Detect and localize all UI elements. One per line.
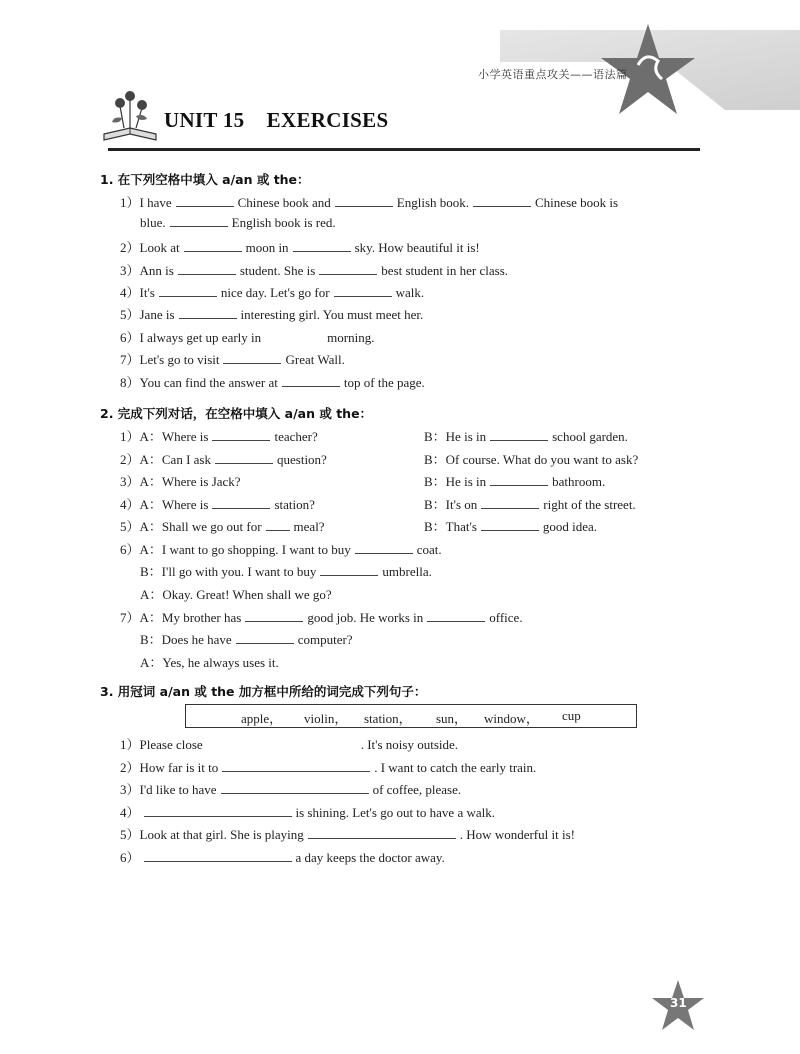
exercise-1-1-line2: blue. English book is red. <box>140 215 336 230</box>
answer-blank[interactable] <box>282 375 340 387</box>
exercise-3-2: 2）How far is it to . I want to catch the early train. <box>120 760 537 775</box>
answer-blank[interactable] <box>212 429 270 441</box>
dialogue-3-a: 3）A：Where is Jack? <box>120 474 241 489</box>
exercise-3-4: 4） is shining. Let's go out to have a walk. <box>120 805 495 820</box>
answer-blank[interactable] <box>473 195 531 207</box>
answer-blank[interactable] <box>215 452 273 464</box>
exercise-3-6: 6） a day keeps the doctor away. <box>120 850 445 865</box>
answer-blank[interactable] <box>223 352 281 364</box>
dialogue-2-a: 2）A：Can I ask question? <box>120 452 327 467</box>
word-sun: sun， <box>436 711 468 726</box>
answer-blank[interactable] <box>236 632 294 644</box>
answer-blank[interactable] <box>144 805 292 817</box>
answer-blank[interactable] <box>427 610 485 622</box>
word-violin: violin， <box>304 711 348 726</box>
answer-blank[interactable] <box>481 497 539 509</box>
answer-blank[interactable] <box>490 429 548 441</box>
dialogue-1-b: B：He is in school garden. <box>424 429 628 444</box>
dialogue-4-a: 4）A：Where is station? <box>120 497 315 512</box>
answer-blank[interactable] <box>355 542 413 554</box>
dialogue-6-a2: A：Okay. Great! When shall we go? <box>140 587 332 602</box>
dialogue-7-b: B：Does he have computer? <box>140 632 353 647</box>
answer-blank[interactable] <box>265 330 323 342</box>
page-number: 31 <box>670 996 687 1010</box>
dialogue-5-b: B：That's good idea. <box>424 519 598 534</box>
answer-blank[interactable] <box>490 474 548 486</box>
dialogue-2-b: B：Of course. What do you want to ask? <box>424 452 639 467</box>
exercise-1-1-line1: 1）I have Chinese book and English book. Chinese book is <box>120 195 619 210</box>
series-title: 小学英语重点攻关——语法篇 <box>478 68 628 81</box>
exercise-3-1: 1）Please close . It's noisy outside. <box>120 737 459 752</box>
exercise-1-4: 4）It's nice day. Let's go for walk. <box>120 285 425 300</box>
answer-blank[interactable] <box>222 760 370 772</box>
answer-blank[interactable] <box>308 827 456 839</box>
exercise-3-5: 5）Look at that girl. She is playing . How wonderful it is! <box>120 827 575 842</box>
exercise-1-5: 5）Jane is interesting girl. You must meet her. <box>120 307 424 322</box>
answer-blank[interactable] <box>481 519 539 531</box>
answer-blank[interactable] <box>319 263 377 275</box>
answer-blank[interactable] <box>207 737 357 749</box>
word-cup: cup <box>562 708 581 723</box>
unit-title: UNIT 15 EXERCISES <box>164 108 389 132</box>
exercise-1-8: 8）You can find the answer at top of the page. <box>120 375 425 390</box>
exercise-1-2: 2）Look at moon in sky. How beautiful it is! <box>120 240 480 255</box>
answer-blank[interactable] <box>245 610 303 622</box>
word-station: station， <box>364 711 412 726</box>
dialogue-7-a: 7）A：My brother has good job. He works in office. <box>120 610 523 625</box>
answer-blank[interactable] <box>184 240 242 252</box>
exercise-1-3: 3）Ann is student. She is best student in her class. <box>120 263 509 278</box>
exercise-1-7: 7）Let's go to visit Great Wall. <box>120 352 345 367</box>
exercise-3-3: 3）I'd like to have of coffee, please. <box>120 782 462 797</box>
answer-blank[interactable] <box>144 850 292 862</box>
answer-blank[interactable] <box>293 240 351 252</box>
answer-blank[interactable] <box>335 195 393 207</box>
word-apple: apple， <box>241 711 283 726</box>
answer-blank[interactable] <box>221 782 369 794</box>
dialogue-7-a2: A：Yes, he always uses it. <box>140 655 279 670</box>
dialogue-4-b: B：It's on right of the street. <box>424 497 636 512</box>
dialogue-6-b: B：I'll go with you. I want to buy umbrella. <box>140 564 432 579</box>
dialogue-6-a: 6）A：I want to go shopping. I want to buy coat. <box>120 542 442 557</box>
answer-blank[interactable] <box>320 564 378 576</box>
section-1-title: 1. 在下列空格中填入 a/an 或 the： <box>100 172 310 187</box>
open-book-flowers-icon <box>100 88 160 146</box>
exercise-1-6: 6）I always get up early in morning. <box>120 330 375 345</box>
answer-blank[interactable] <box>170 215 228 227</box>
dialogue-1-a: 1）A：Where is teacher? <box>120 429 318 444</box>
answer-blank[interactable] <box>179 307 237 319</box>
answer-blank[interactable] <box>176 195 234 207</box>
answer-blank[interactable] <box>178 263 236 275</box>
answer-blank[interactable] <box>159 285 217 297</box>
title-underline <box>108 148 700 151</box>
answer-blank[interactable] <box>212 497 270 509</box>
answer-blank[interactable] <box>266 519 290 531</box>
answer-blank[interactable] <box>334 285 392 297</box>
word-window: window， <box>484 711 539 726</box>
dialogue-5-a: 5）A：Shall we go out for meal? <box>120 519 325 534</box>
section-3-title: 3. 用冠词 a/an 或 the 加方框中所给的词完成下列句子： <box>100 684 427 699</box>
word-box <box>185 704 637 728</box>
dialogue-3-b: B：He is in bathroom. <box>424 474 606 489</box>
section-2-title: 2. 完成下列对话，在空格中填入 a/an 或 the： <box>100 406 373 421</box>
